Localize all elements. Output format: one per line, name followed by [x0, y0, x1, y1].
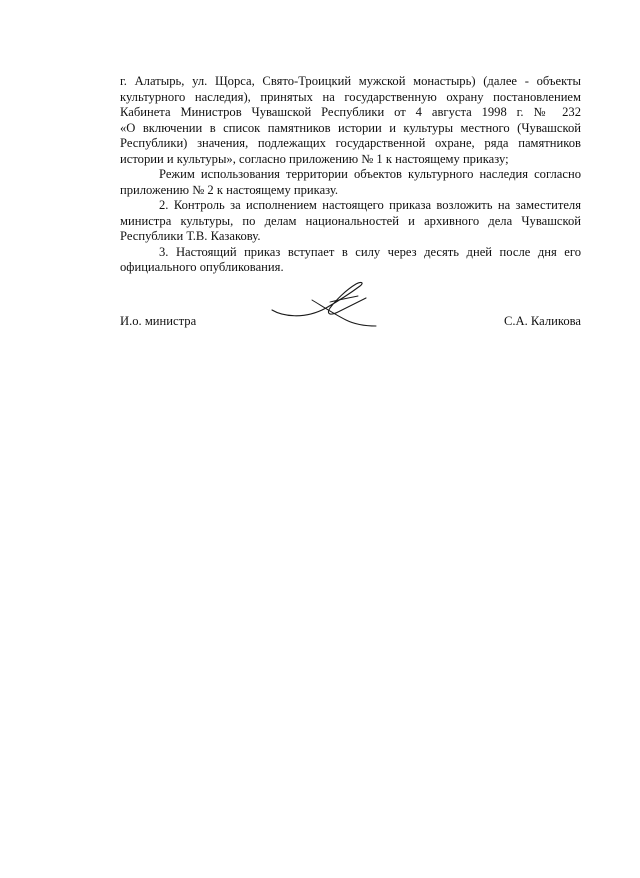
- paragraph-1-line-1: г. Алатырь, ул. Щорса, Свято-Троицкий мужской монастырь) (далее - объекты: [120, 74, 581, 88]
- paragraph-1-line-3: Кабинета Министров Чувашской Республики от 4 августа 1998 г. № 232: [120, 105, 581, 119]
- paragraph-2-line-2: приложению № 2 к настоящему приказу.: [120, 182, 339, 197]
- paragraph-3-line-3: Республики Т.В. Казакову.: [120, 229, 261, 243]
- signer-position: И.о. министра: [120, 314, 197, 328]
- paragraph-3-line-2: министра культуры, по делам национальностей и архивного дела Чувашской: [120, 213, 581, 228]
- signer-name: С.А. Каликова: [503, 314, 581, 328]
- paragraph-2-line-1: Режим использования территории объектов культурного наследия согласно: [159, 167, 581, 181]
- signature-row: [120, 314, 581, 334]
- paragraph-1-line-6: истории и культуры», согласно приложению № 1 к настоящему приказу;: [120, 151, 509, 166]
- paragraph-4-line-1: 3. Настоящий приказ вступает в силу через десять дней после дня его: [159, 244, 581, 259]
- paragraph-1-line-2: культурного наследия), принятых на государственную охрану постановлением: [120, 89, 581, 104]
- document-body: [120, 74, 581, 276]
- paragraph-3-line-1: 2. Контроль за исполнением настоящего приказа возложить на заместителя: [159, 198, 581, 212]
- paragraph-1-line-5: Республики) значения, подлежащих государственной охране, ряда памятников: [120, 136, 581, 150]
- paragraph-4-line-2: официального опубликования.: [120, 260, 284, 274]
- paragraph-1-line-4: «О включении в список памятников истории и культуры местного (Чувашской: [120, 120, 581, 135]
